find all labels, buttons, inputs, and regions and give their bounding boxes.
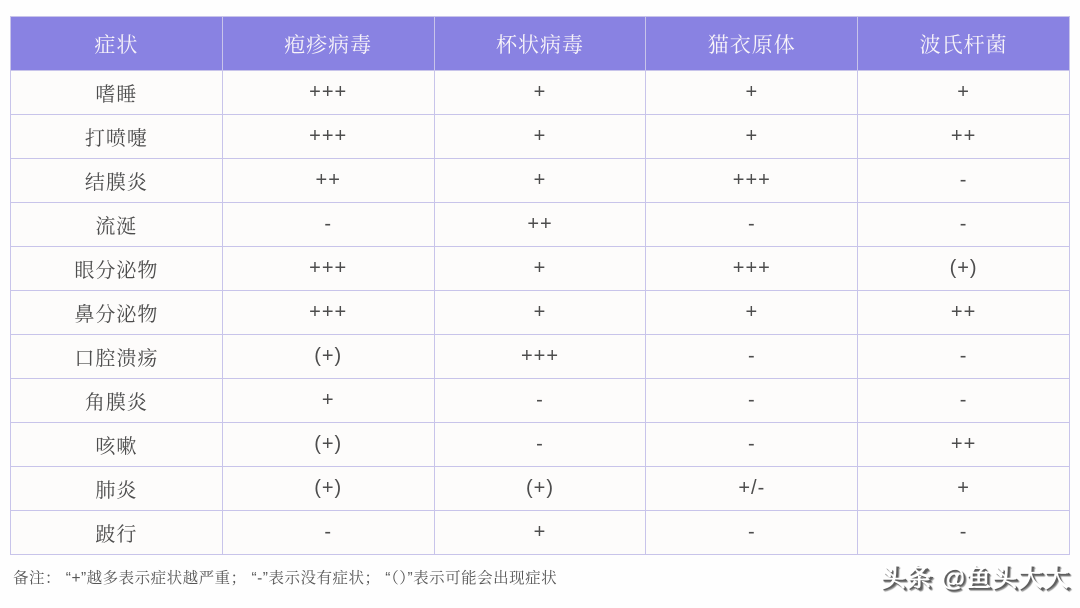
severity-cell: + xyxy=(646,115,858,159)
table-row xyxy=(11,423,1070,467)
severity-cell: + xyxy=(646,71,858,115)
table-row xyxy=(11,203,1070,247)
header-cell-calicivirus: 杯状病毒 xyxy=(434,17,646,71)
table-row xyxy=(11,467,1070,511)
table-body xyxy=(11,71,1070,555)
severity-cell: + xyxy=(434,247,646,291)
legend-footnote: 备注： “+”越多表示症状越严重； “-”表示没有症状； “（）”表示可能会出现症状 xyxy=(13,570,558,587)
toutiao-watermark: 头条 @鱼头大大 xyxy=(880,564,1070,592)
severity-cell: (+) xyxy=(222,467,434,511)
symptom-cell: 眼分泌物 xyxy=(11,247,223,291)
symptom-cell: 嗜睡 xyxy=(11,71,223,115)
severity-cell: +++ xyxy=(222,115,434,159)
severity-cell: - xyxy=(646,379,858,423)
table-row xyxy=(11,291,1070,335)
symptom-cell: 咳嗽 xyxy=(11,423,223,467)
severity-cell: (+) xyxy=(434,467,646,511)
severity-cell: + xyxy=(434,291,646,335)
severity-cell: - xyxy=(858,203,1070,247)
severity-cell: + xyxy=(434,115,646,159)
severity-cell: ++ xyxy=(434,203,646,247)
severity-cell: - xyxy=(858,335,1070,379)
table-row xyxy=(11,71,1070,115)
severity-cell: + xyxy=(646,291,858,335)
severity-cell: (+) xyxy=(222,335,434,379)
table-header xyxy=(11,17,1070,71)
symptom-cell: 肺炎 xyxy=(11,467,223,511)
severity-cell: + xyxy=(434,71,646,115)
header-cell-herpesvirus: 疱疹病毒 xyxy=(222,17,434,71)
severity-cell: ++ xyxy=(858,423,1070,467)
severity-cell: - xyxy=(858,159,1070,203)
header-cell-chlamydia: 猫衣原体 xyxy=(646,17,858,71)
severity-cell: ++ xyxy=(222,159,434,203)
severity-cell: (+) xyxy=(858,247,1070,291)
severity-cell: +++ xyxy=(646,159,858,203)
symptom-cell: 鼻分泌物 xyxy=(11,291,223,335)
table-row xyxy=(11,335,1070,379)
symptom-cell: 口腔溃疡 xyxy=(11,335,223,379)
severity-cell: + xyxy=(434,159,646,203)
severity-cell: - xyxy=(646,203,858,247)
table-row xyxy=(11,247,1070,291)
severity-cell: - xyxy=(434,379,646,423)
severity-cell: - xyxy=(222,511,434,555)
severity-cell: - xyxy=(434,423,646,467)
symptom-cell: 流涎 xyxy=(11,203,223,247)
header-cell-bordetella: 波氏杆菌 xyxy=(858,17,1070,71)
header-cell-symptom: 症状 xyxy=(11,17,223,71)
table-row xyxy=(11,379,1070,423)
severity-cell: ++ xyxy=(858,115,1070,159)
symptom-cell: 打喷嚏 xyxy=(11,115,223,159)
table-row xyxy=(11,115,1070,159)
severity-cell: ++ xyxy=(858,291,1070,335)
severity-cell: + xyxy=(222,379,434,423)
symptom-comparison-table xyxy=(10,16,1070,555)
table-row xyxy=(11,511,1070,555)
severity-cell: +++ xyxy=(222,291,434,335)
severity-cell: + xyxy=(434,511,646,555)
severity-cell: +++ xyxy=(222,247,434,291)
severity-cell: - xyxy=(646,511,858,555)
severity-cell: +++ xyxy=(434,335,646,379)
severity-cell: - xyxy=(858,511,1070,555)
severity-cell: - xyxy=(646,423,858,467)
severity-cell: - xyxy=(222,203,434,247)
severity-cell: +++ xyxy=(222,71,434,115)
symptom-cell: 角膜炎 xyxy=(11,379,223,423)
symptom-cell: 结膜炎 xyxy=(11,159,223,203)
header-row xyxy=(11,17,1070,71)
severity-cell: - xyxy=(858,379,1070,423)
severity-cell: +++ xyxy=(646,247,858,291)
table-row xyxy=(11,159,1070,203)
severity-cell: + xyxy=(858,71,1070,115)
severity-cell: + xyxy=(858,467,1070,511)
symptom-cell: 跛行 xyxy=(11,511,223,555)
severity-cell: (+) xyxy=(222,423,434,467)
severity-cell: - xyxy=(646,335,858,379)
severity-cell: +/- xyxy=(646,467,858,511)
